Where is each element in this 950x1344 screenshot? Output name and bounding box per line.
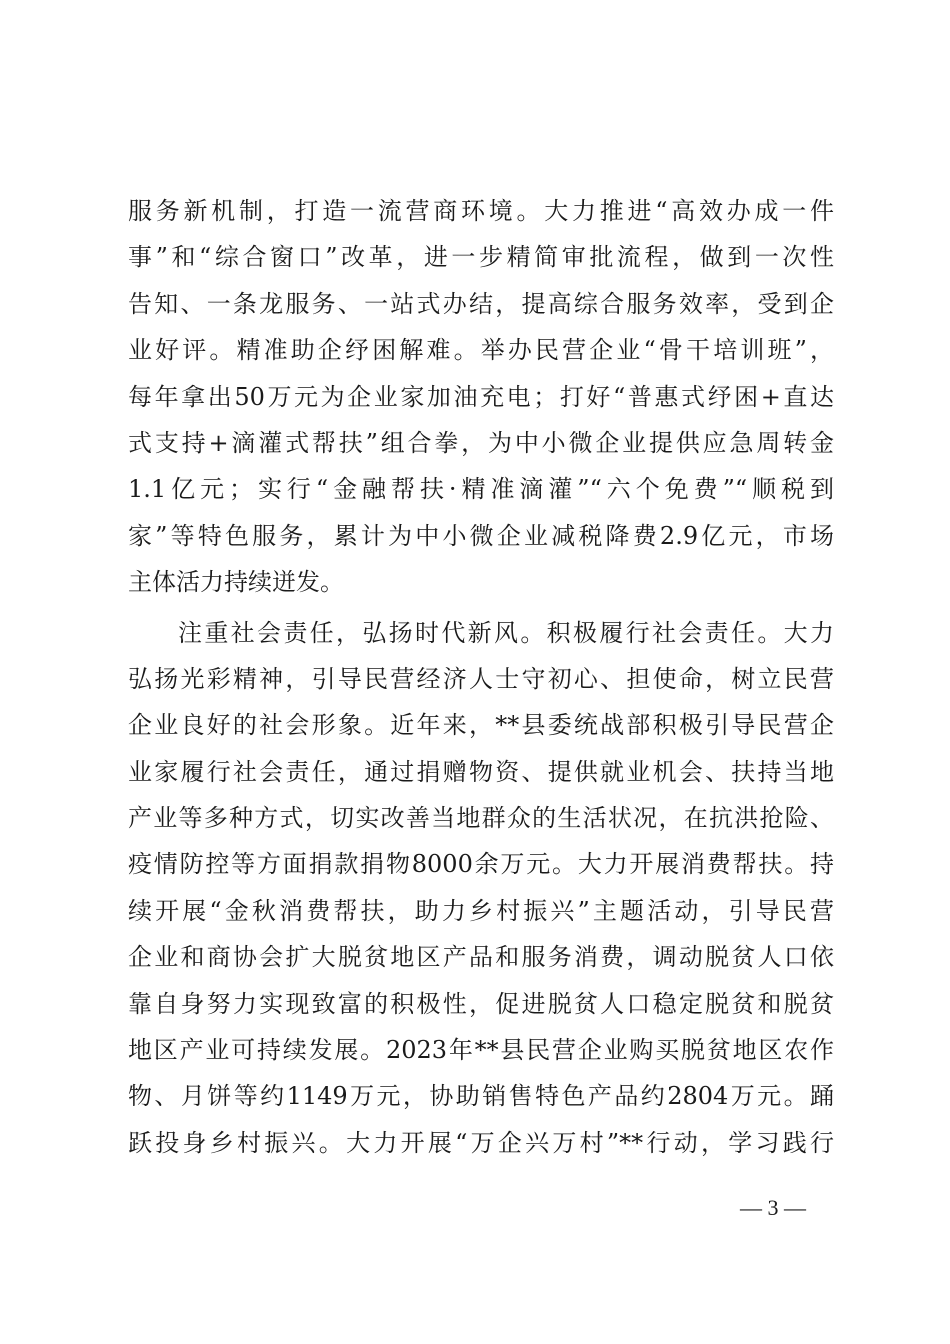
text-line: 企业和商协会扩大脱贫地区产品和服务消费，调动脱贫人口依 <box>128 943 834 972</box>
text-line: 家”等特色服务，累计为中小微企业减税降费2.9亿元，市场 <box>128 521 834 550</box>
text-line: 事”和“综合窗口”改革，进一步精简审批流程，做到一次性 <box>128 243 834 272</box>
text-line: 弘扬光彩精神，引导民营经济人士守初心、担使命，树立民营 <box>128 664 834 693</box>
page-number: — 3 — <box>740 1195 806 1220</box>
text-line: 注重社会责任，弘扬时代新风。积极履行社会责任。大力 <box>178 618 834 647</box>
text-line: 每年拿出50万元为企业家加油充电；打好“普惠式纾困+直达 <box>128 382 834 411</box>
text-line: 1.1亿元；实行“金融帮扶·精准滴灌”“六个免费”“顺税到 <box>128 475 834 504</box>
text-line: 式支持+滴灌式帮扶”组合拳，为中小微企业提供应急周转金 <box>128 428 834 457</box>
paragraph-2 <box>128 610 834 1167</box>
text-line: 业好评。精准助企纾困解难。举办民营企业“骨干培训班”， <box>128 336 834 365</box>
text-line: 物、月饼等约1149万元，协助销售特色产品约2804万元。踊 <box>128 1082 834 1111</box>
text-line: 业家履行社会责任，通过捐赠物资、提供就业机会、扶持当地 <box>128 757 834 786</box>
text-line: 续开展“金秋消费帮扶，助力乡村振兴”主题活动，引导民营 <box>128 896 834 925</box>
text-line: 企业良好的社会形象。近年来，**县委统战部积极引导民营企 <box>128 711 834 740</box>
text-line: 产业等多种方式，切实改善当地群众的生活状况，在抗洪抢险、 <box>128 804 834 833</box>
body-text <box>128 188 834 1166</box>
text-line: 告知、一条龙服务、一站式办结，提高综合服务效率，受到企 <box>128 289 834 318</box>
text-line: 疫情防控等方面捐款捐物8000余万元。大力开展消费帮扶。持 <box>128 850 834 879</box>
text-line: 主体活力持续迸发。 <box>128 568 344 597</box>
text-line: 跃投身乡村振兴。大力开展“万企兴万村”**行动，学习践行 <box>128 1128 834 1157</box>
paragraph-1 <box>128 188 834 606</box>
text-line: 靠自身努力实现致富的积极性，促进脱贫人口稳定脱贫和脱贫 <box>128 989 834 1018</box>
text-line: 服务新机制，打造一流营商环境。大力推进“高效办成一件 <box>128 197 834 225</box>
text-line: 地区产业可持续发展。2023年**县民营企业购买脱贫地区农作 <box>128 1036 834 1065</box>
